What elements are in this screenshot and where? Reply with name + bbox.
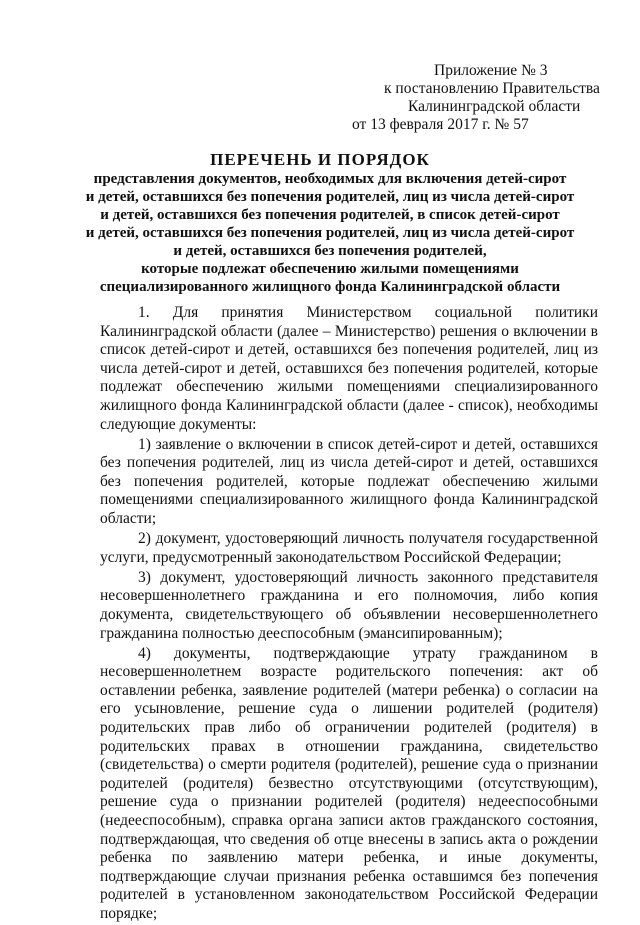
attachment-resolution: к постановлению Правительства [384, 80, 600, 97]
attachment-number: Приложение № 3 [434, 62, 548, 79]
subtitle-line: и детей, оставшихся без попечения родителей, [173, 243, 487, 259]
document-title: ПЕРЕЧЕНЬ И ПОРЯДОК [210, 150, 430, 169]
paragraph-1: 1. Для принятия Министерством социальной политики Калининградской области (далее – Министерство) решения о включении в список детей-сирот и детей, оставшихся без попечения родителей, лиц из числа детей-сирот и детей, оставшихся без попечения родителей, которые подлежат обеспечению жилыми помещениями специализированного жилищного фонда Калининградской области (далее - список), необходимы следующие документы: [100, 304, 598, 433]
subtitle-line: и детей, оставшихся без попечения родителей, лиц из числа детей-сирот [85, 225, 575, 241]
document-subtitle [60, 170, 600, 296]
subtitle-line: специализированного жилищного фонда Калининградской области [99, 279, 561, 295]
subtitle-line: представления документов, необходимых для включения детей-сирот [93, 171, 567, 187]
list-item-2: 2) документ, удостоверяющий личность получателя государственной услуги, предусмотренный законодательством Российской Федерации; [100, 530, 598, 566]
attachment-date: от 13 февраля 2017 г. № 57 [352, 116, 529, 133]
subtitle-line: и детей, оставшихся без попечения родителей, лиц из числа детей-сирот [85, 189, 575, 205]
subtitle-line: и детей, оставшихся без попечения родителей, в список детей-сирот [100, 207, 560, 223]
attachment-block [340, 62, 620, 134]
document-body [100, 304, 598, 925]
list-item-4: 4) документы, подтверждающие утрату гражданином в несовершеннолетнем возрасте родительского попечения: акт об оставлении ребенка, заявление родителей (матери ребенка) о согласии на его усыновление, решение суда о лишении родителей (родителя) родительских прав либо об ограничении родителей (родителя) в родительских правах в отношении гражданина, свидетельство (свидетельства) о смерти родителя (родителей), решение суда о признании родителей (родителя) безвестно отсутствующими (отсутствующим), решение суда о признании родителей (родителя) недееспособными (недееспособным), справка органа записи актов гражданского состояния, подтверждающая, что сведения об отце внесены в запись акта о рождении ребенка по заявлению матери ребенка, и иные документы, подтверждающие случаи признания ребенка оставшимся без попечения родителей в установленном законодательством Российской Федерации порядке; [100, 644, 598, 922]
attachment-region: Калининградской области [408, 98, 581, 115]
subtitle-line: которые подлежат обеспечению жилыми помещениями [141, 261, 519, 277]
list-item-3: 3) документ, удостоверяющий личность законного представителя несовершеннолетнего гражданина и его полномочия, либо копия документа, свидетельствующего об объявлении несовершеннолетнего гражданина полностью дееспособным (эмансипированным); [100, 568, 598, 642]
list-item-1: 1) заявление о включении в список детей-сирот и детей, оставшихся без попечения родителей, лиц из числа детей-сирот и детей, оставшихся без попечения родителей, которые подлежат обеспечению жилыми помещениями специализированного жилищного фонда Калининградской области; [100, 435, 598, 528]
